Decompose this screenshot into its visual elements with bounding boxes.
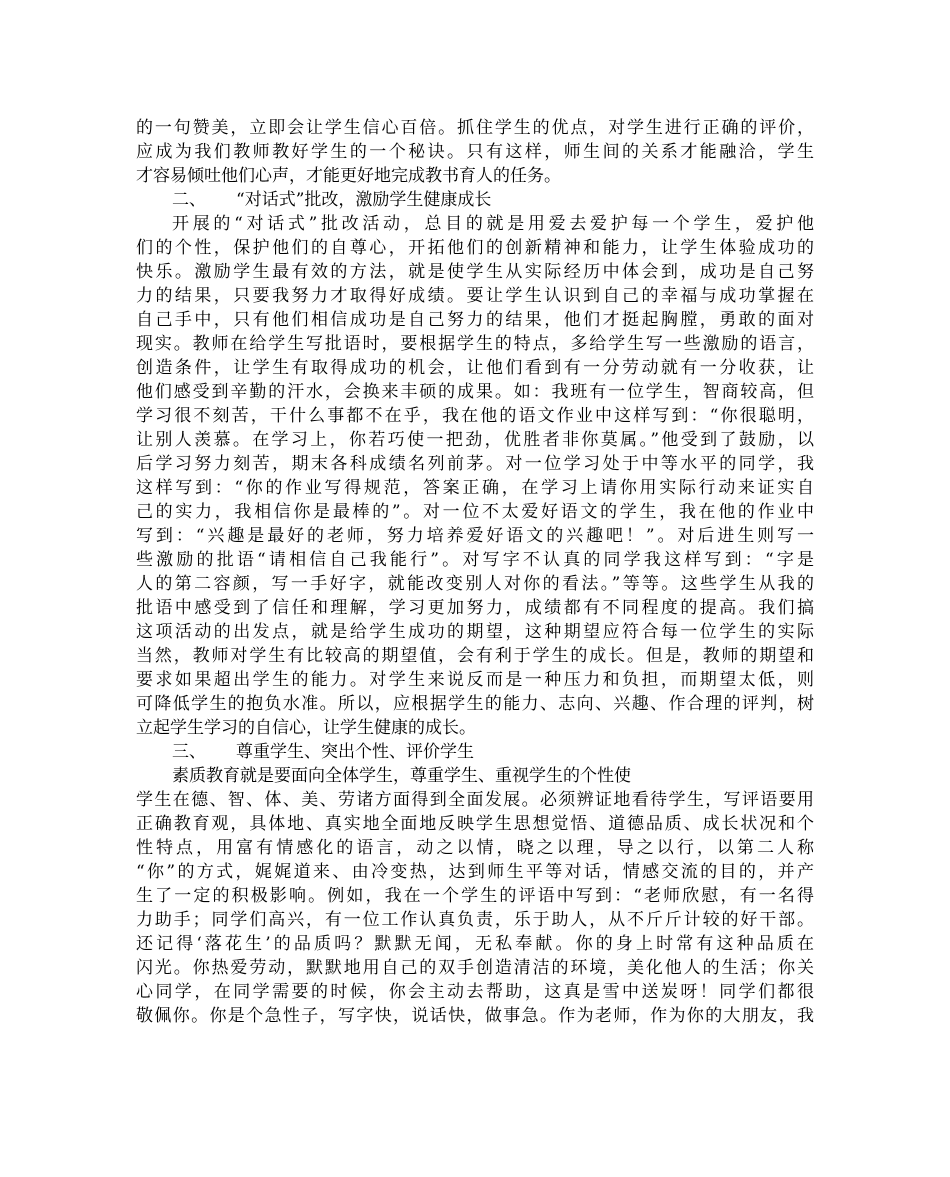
paragraph-line: 开展的“对话式”批改活动，总目的就是用爱去爱护每一个学生，爱护他: [172, 214, 814, 234]
section-number: 三、: [172, 742, 206, 762]
paragraph-line: 才容易倾吐他们心声，才能更好地完成教书育人的任务。: [136, 166, 561, 186]
paragraph-line: 批语中感受到了信任和理解，学习更加努力，成绩都有不同程度的提高。我们搞: [136, 598, 814, 618]
paragraph-line: 后学习努力刻苦，期末各科成绩名列前茅。对一位学习处于中等水平的同学，我: [136, 454, 814, 474]
paragraph-line: 的一句赞美，立即会让学生信心百倍。抓住学生的优点，对学生进行正确的评价，: [136, 118, 814, 138]
paragraph-line: 他们感受到辛勤的汗水，会换来丰硕的成果。如：我班有一位学生，智商较高，但: [136, 382, 814, 402]
paragraph-line: 还记得‘落花生’的品质吗？默默无闻，无私奉献。你的身上时常有这种品质在: [136, 934, 814, 954]
paragraph-line: 应成为我们教师教好学生的一个秘诀。只有这样，师生间的关系才能融洽，学生: [136, 142, 814, 162]
paragraph-line: 这样写到：“你的作业写得规范，答案正确，在学习上请你用实际行动来证实自: [136, 478, 814, 498]
paragraph-line: 力的结果，只要我努力才取得好成绩。要让学生认识到自己的幸福与成功掌握在: [136, 286, 814, 306]
paragraph-line: 人的第二容颜，写一手好字，就能改变别人对你的看法。”等等。这些学生从我的: [136, 574, 814, 594]
paragraph-line: 正确教育观，具体地、真实地全面地反映学生思想觉悟、道德品质、成长状况和个: [136, 814, 814, 834]
paragraph-line: 创造条件，让学生有取得成功的机会，让他们看到有一分劳动就有一分收获，让: [136, 358, 814, 378]
paragraph-line: 当然，教师对学生有比较高的期望值，会有利于学生的成长。但是，教师的期望和: [136, 646, 814, 666]
section-title: 尊重学生、突出个性、评价学生: [236, 742, 474, 762]
section-heading-2: [172, 188, 491, 212]
paragraph-line: 些激励的批语“请相信自己我能行”。对写字不认真的同学我这样写到：“字是: [136, 550, 814, 570]
paragraph-line: 心同学，在同学需要的时候，你会主动去帮助，这真是雪中送炭呀！同学们都很: [136, 982, 814, 1002]
paragraph-line: 生了一定的积极影响。例如，我在一个学生的评语中写到：“老师欣慰，有一名得: [136, 886, 814, 906]
paragraph-line: 要求如果超出学生的能力。对学生来说反而是一种压力和负担，而期望太低，则: [136, 670, 814, 690]
section-title: “对话式”批改，激励学生健康成长: [236, 190, 492, 210]
paragraph-line: 闪光。你热爱劳动，默默地用自己的双手创造清洁的环境，美化他人的生活；你关: [136, 958, 814, 978]
paragraph-line: 自己手中，只有他们相信成功是自己努力的结果，他们才挺起胸膛，勇敢的面对: [136, 310, 814, 330]
paragraph-line: 可降低学生的抱负水准。所以，应根据学生的能力、志向、兴趣、作合理的评判，树: [136, 694, 814, 714]
paragraph-line: 敬佩你。你是个急性子，写字快，说话快，做事急。作为老师，作为你的大朋友，我: [136, 1006, 814, 1026]
paragraph-line: 性特点，用富有情感化的语言，动之以情，晓之以理，导之以行，以第二人称: [136, 838, 814, 858]
paragraph-line: 这项活动的出发点，就是给学生成功的期望，这种期望应符合每一位学生的实际: [136, 622, 814, 642]
paragraph-line: 学习很不刻苦，干什么事都不在乎，我在他的语文作业中这样写到：“你很聪明，: [136, 406, 814, 426]
section-heading-3: [172, 740, 474, 764]
paragraph-line: 让别人羡慕。在学习上，你若巧使一把劲，优胜者非你莫属。”他受到了鼓励，以: [136, 430, 814, 450]
paragraph-line: 现实。教师在给学生写批语时，要根据学生的特点，多给学生写一些激励的语言，: [136, 334, 814, 354]
paragraph-line: 力助手；同学们高兴，有一位工作认真负责，乐于助人，从不斤斤计较的好干部。: [136, 910, 814, 930]
paragraph-line: “你”的方式，娓娓道来、由冷变热，达到师生平等对话，情感交流的目的，并产: [136, 862, 814, 882]
paragraph-line: 学生在德、智、体、美、劳诸方面得到全面发展。必须辨证地看待学生，写评语要用: [136, 790, 814, 810]
paragraph-line: 己的实力，我相信你是最棒的”。对一位不太爱好语文的学生，我在他的作业中: [136, 502, 814, 522]
paragraph-line: 素质教育就是要面向全体学生，尊重学生、重视学生的个性使: [172, 766, 631, 786]
paragraph-line: 们的个性，保护他们的自尊心，开拓他们的创新精神和能力，让学生体验成功的: [136, 238, 814, 258]
paragraph-line: 立起学生学习的自信心，让学生健康的成长。: [136, 718, 476, 738]
paragraph-line: 快乐。激励学生最有效的方法，就是使学生从实际经历中体会到，成功是自己努: [136, 262, 814, 282]
section-number: 二、: [172, 190, 206, 210]
paragraph-line: 写到：“兴趣是最好的老师，努力培养爱好语文的兴趣吧！”。对后进生则写一: [136, 526, 814, 546]
